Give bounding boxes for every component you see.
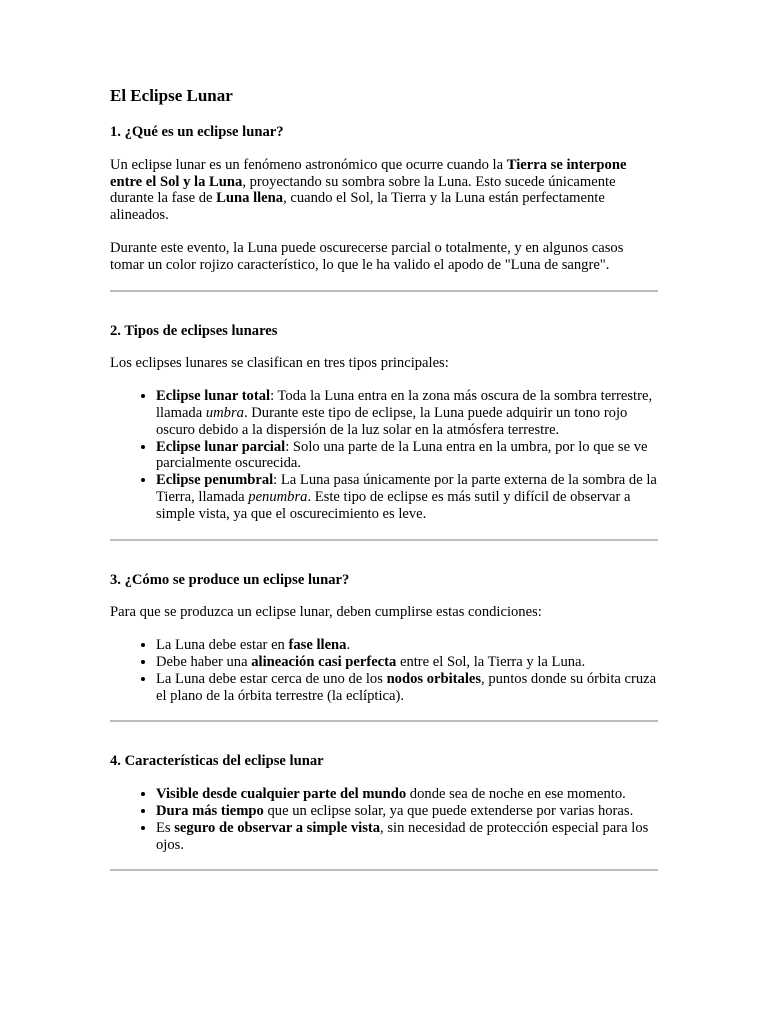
characteristics-list [110,786,658,853]
section-divider [110,720,658,722]
list-item: • Visible desde cualquier parte del mundo donde sea de noche en ese momento. [156,786,658,803]
section-4-heading: 4. Características del eclipse lunar [110,753,324,770]
section-divider [110,290,658,292]
section-3-intro: Para que se produzca un eclipse lunar, deben cumplirse estas condiciones: [110,604,542,621]
section-1-paragraph-2: Durante este evento, la Luna puede oscurecerse parcial o totalmente, y en algunos casos tomar un color rojizo característico, lo que le ha valido el apodo de "Luna de sangre". [110,239,624,273]
section-divider [110,869,658,871]
list-item: • Eclipse penumbral: La Luna pasa únicamente por la parte externa de la sombra de la Tierra, llamada penumbra. Este tipo de eclipse es más sutil y difícil de observar a simple vista, ya que el oscurecimiento es leve. [156,472,658,522]
section-1-paragraph-1: Un eclipse lunar es un fenómeno astronómico que ocurre cuando la Tierra se interpone entre el Sol y la Luna, proyectando su sombra sobre la Luna. Esto sucede únicamente durante la fase de Luna llena, cuando el Sol, la Tierra y la Luna están perfectamente alineados. [110,156,627,224]
list-item: • Eclipse lunar parcial: Solo una parte de la Luna entra en la umbra, por lo que se ve parcialmente oscurecida. [156,439,658,473]
list-item: • La Luna debe estar cerca de uno de los nodos orbitales, puntos donde su órbita cruza el plano de la órbita terrestre (la eclíptica). [156,671,658,705]
eclipse-types-list [110,388,658,522]
list-item: • Dura más tiempo que un eclipse solar, ya que puede extenderse por varias horas. [156,803,658,820]
highlight-luna-llena: Luna llena [216,190,284,207]
section-2-intro: Los eclipses lunares se clasifican en tres tipos principales: [110,355,449,372]
section-3-heading: 3. ¿Cómo se produce un eclipse lunar? [110,571,350,588]
highlight-tierra-interpone: Tierra se interpone entre el Sol y la Luna [110,156,627,190]
list-item: • La Luna debe estar en fase llena. [156,637,658,654]
section-1-heading: 1. ¿Qué es un eclipse lunar? [110,124,284,140]
list-item: • Es seguro de observar a simple vista, sin necesidad de protección especial para los ojos. [156,820,658,854]
section-divider [110,539,658,541]
conditions-list [110,637,658,704]
section-2-heading: 2. Tipos de eclipses lunares [110,322,278,339]
document-title: El Eclipse Lunar [110,86,233,105]
list-item: • Debe haber una alineación casi perfecta entre el Sol, la Tierra y la Luna. [156,654,658,671]
document-page [110,86,658,871]
list-item: • Eclipse lunar total: Toda la Luna entra en la zona más oscura de la sombra terrestre, llamada umbra. Durante este tipo de eclipse, la Luna puede adquirir un tono rojo oscuro debido a la dispersión de la luz solar en la atmósfera terrestre. [156,388,658,438]
